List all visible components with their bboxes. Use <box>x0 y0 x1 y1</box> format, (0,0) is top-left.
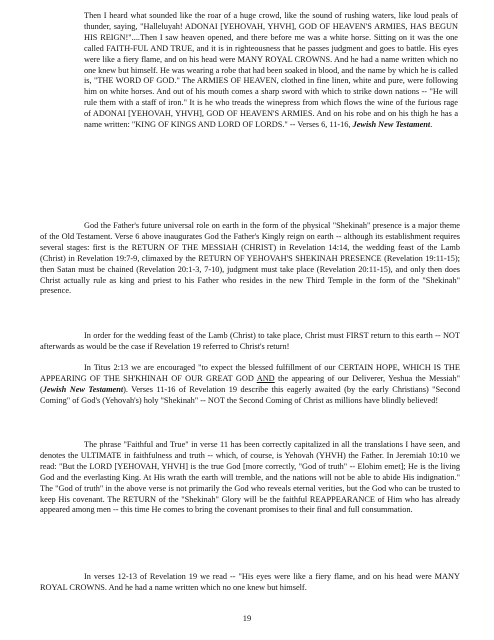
titus-text-c: ). Verses 11-16 of Revelation 19 describe this eagerly awaited (by the early Christians) "Second Coming" of God's (Yehovah's) holy "Shekinah" -- NOT the Second Coming of Christ as millions have blindly believed! <box>40 384 460 405</box>
paragraph-shekinah-role: God the Father's future universal role on earth in the form of the physical "Shekinah" presence is a major theme of the Old Testament. Verse 6 above inaugurates God the Father's Kingly reign on earth -- although its establishment requires several stages: first is the RETURN OF THE MESSIAH (CHRIST) in Revelation 14:14, the wedding feast of the Lamb (Christ) in Revelation 19:7-9, climaxed by the RETURN OF YEHOVAH'S SHEKINAH PRESENCE (Revelation 19:11-15); then Satan must be chained (Revelation 20:1-3, 7-10), judgment must take place (Revelation 20:11-15), and only then does Christ actually rule as king and priest to his Father who resides in the new Third Temple in the form of the "Shekinah" presence. <box>40 221 460 296</box>
titus-text-a: In Titus 2:13 we are encouraged "to expect the blessed fulfillment of our CERTAIN HOPE, WHICH IS THE APPEARING OF THE SH'KHINAH OF OUR GREAT GOD <box>40 363 460 383</box>
quote-text: Then I heard what sounded like the roar of a huge crowd, like the sound of rushing waters, like loud peals of thunder, saying, "Halleluyah! ADONAI [YEHOVAH, YHVH], GOD OF HEAVEN'S ARMIES, HAS BEGUN HIS REIGN!"....Then I saw heaven opened, and there before me was a white horse. Sitting on it was the one called FAITH-FUL AND TRUE, and it is in righteousness that he passes judgment and goes to battle. His eyes were like a fiery flame, and on his head were MANY ROYAL CROWNS. And he had a name written which no one knew but himself. He was wearing a robe that had been soaked in blood, and the name by which he is called is, "THE WORD OF GOD." The ARMIES OF HEAVEN, clothed in fine linen, white and pure, were following him on white horses. And out of his mouth comes a sharp sword with which to strike down nations -- "He will rule them with a staff of iron." It is he who treads the winepress from which flows the wine of the furious rage of ADONAI [YEHOVAH, YHVH], GOD OF HEAVEN'S ARMIES. And on his robe and on his thigh he has a name written: "KING OF KINGS AND LORD OF LORDS." -- Verses 6, 11-16, <box>84 11 458 130</box>
paragraph-titus <box>40 363 460 407</box>
titus-text-b: the appearing of our Deliverer, Yeshua the Messiah" ( <box>40 373 460 394</box>
quote-source: Jewish New Testament <box>352 120 431 130</box>
paragraph-faithful-true: The phrase "Faithful and True" in verse 11 has been correctly capitalized in all the translations I have seen, and denotes the ULTIMATE in faithfulness and truth -- which, of course, is Yehovah (YHVH) the Father. In Jeremiah 10:10 we read: "But the LORD [YEHOVAH, YHVH] is the true God [more correctly, "God of truth" -- Elohim emet]; He is the living God and the everlasting King. At His wrath the earth will tremble, and the nations will not be able to abide His indignation." The "God of truth" in the above verse is not primarily the God who reveals eternal verities, but the God who can be trusted to keep His covenant. The RETURN of the "Shekinah" Glory will be the faithful REAPPEARANCE of Him who has already appeared among men -- this time He comes to bring the covenant promises to their final and full consummation. <box>40 440 460 515</box>
quote-end: . <box>430 120 433 130</box>
titus-source: Jewish New Testament <box>42 384 124 394</box>
revelation-quote <box>84 11 458 131</box>
paragraph-wedding-feast: In order for the wedding feast of the Lamb (Christ) to take place, Christ must FIRST return to this earth -- NOT afterwards as would be the case if Revelation 19 referred to Christ's return! <box>40 331 460 351</box>
page-number: 19 <box>242 613 252 623</box>
titus-and-underlined: AND <box>256 373 275 383</box>
paragraph-verses-12-13: In verses 12-13 of Revelation 19 we read -- "His eyes were like a fiery flame, and on his head were MANY ROYAL CROWNS. And he had a name written which no one knew but himself. <box>40 572 460 592</box>
